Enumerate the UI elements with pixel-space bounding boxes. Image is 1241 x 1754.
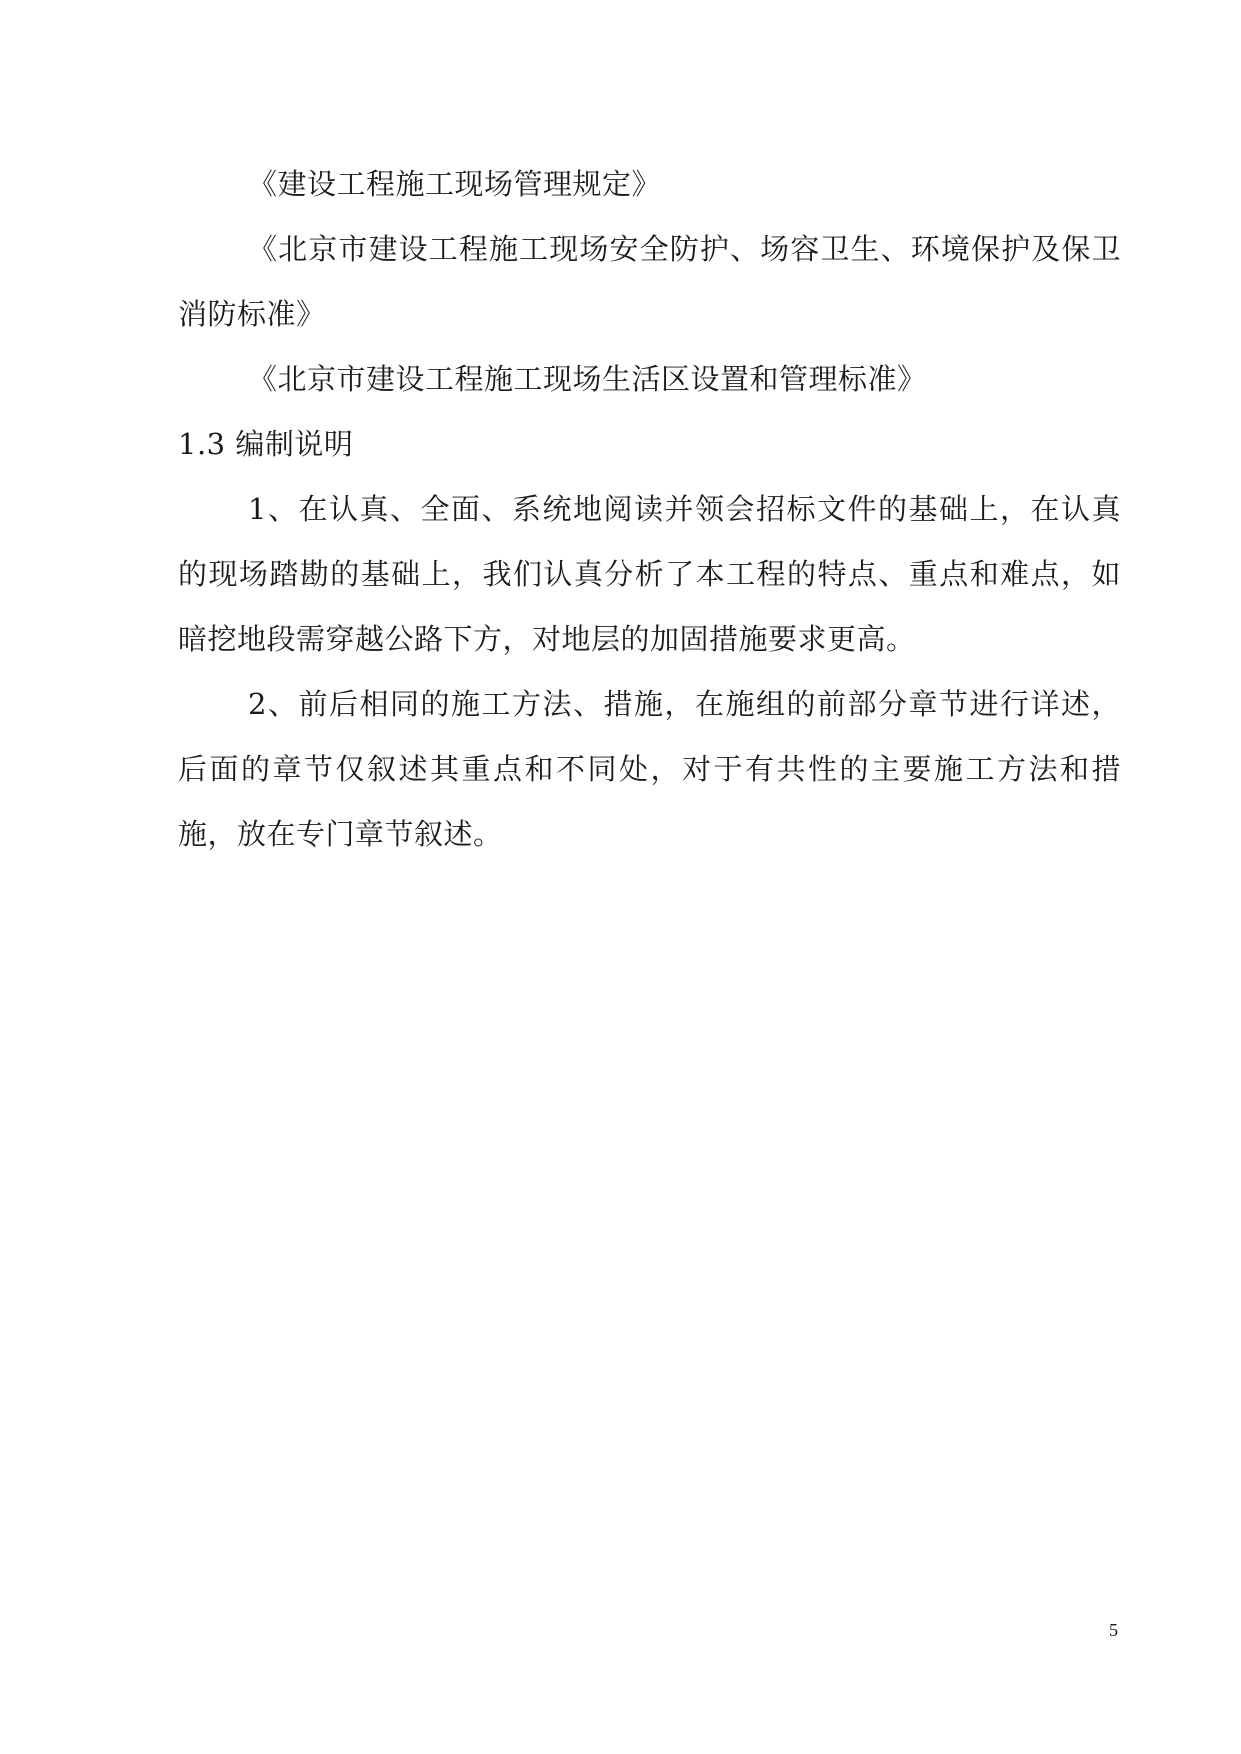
paragraph-note-2: 2、前后相同的施工方法、措施，在施组的前部分章节进行详述，后面的章节仅叙述其重点和不同处，对于有共性的主要施工方法和措施，放在专门章节叙述。 [178, 687, 1121, 851]
document-body [178, 152, 1121, 867]
page-number: 5 [1109, 1620, 1118, 1640]
paragraph-note-1: 1、在认真、全面、系统地阅读并领会招标文件的基础上，在认真的现场踏勘的基础上，我们认真分析了本工程的特点、重点和难点，如暗挖地段需穿越公路下方，对地层的加固措施要求更高。 [178, 492, 1121, 656]
section-heading: 1.3 编制说明 [178, 427, 354, 461]
paragraph-regulation-2: 《北京市建设工程施工现场安全防护、场容卫生、环境保护及保卫消防标准》 [178, 232, 1121, 331]
paragraph-regulation-1: 《建设工程施工现场管理规定》 [248, 167, 662, 201]
paragraph-regulation-3: 《北京市建设工程施工现场生活区设置和管理标准》 [248, 362, 927, 396]
